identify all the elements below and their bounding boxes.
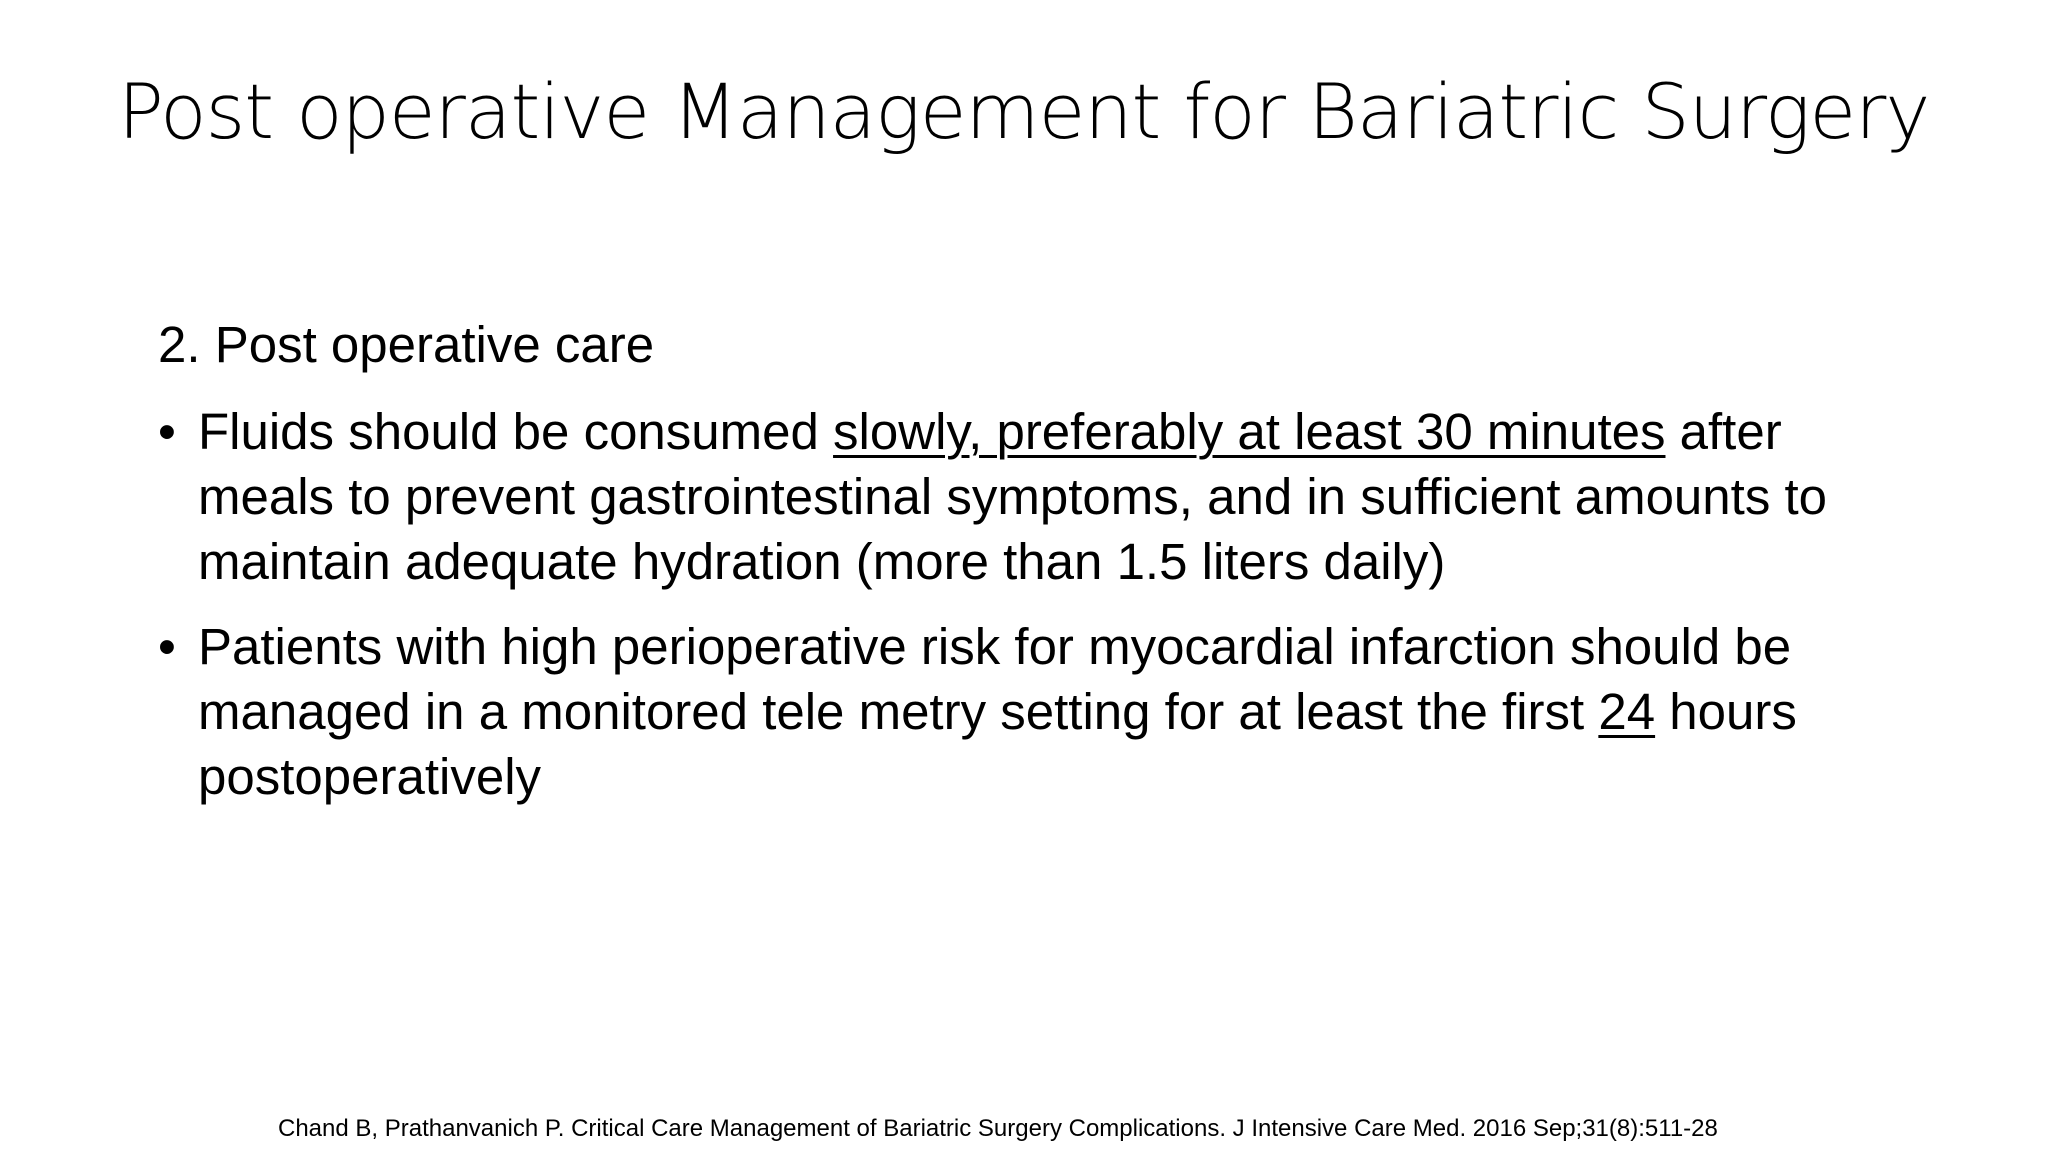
bullet-text-after: after meals to prevent gastrointestinal symptoms, and in sufficient amounts to maintain adequate hydration (more than 1.5 liters daily) — [198, 403, 1828, 590]
slide-title: Post operative Management for Bariatric Surgery — [118, 67, 1930, 156]
bullet-icon: • — [158, 618, 176, 675]
bullet-text-before: Patients with high perioperative risk for myocardial infarction should be managed in a monitored tele metry setting for at least the first — [198, 618, 1792, 740]
slide-content — [158, 312, 1918, 829]
bullet-icon: • — [158, 403, 176, 460]
citation: Chand B, Prathanvanich P. Critical Care Management of Bariatric Surgery Complications. J Intensive Care Med. 2016 Sep;31(8):511-28 — [278, 1115, 1718, 1142]
bullet-text-underlined: slowly, preferably at least 30 minutes — [833, 403, 1666, 460]
bullet-list — [158, 399, 1918, 809]
bullet-text-after: hours postoperatively — [198, 683, 1797, 805]
bullet-text-underlined: 24 — [1598, 683, 1656, 740]
bullet-item-telemetry — [158, 614, 1918, 809]
bullet-text-before: Fluids should be consumed — [198, 403, 834, 460]
bullet-item-fluids — [158, 399, 1918, 594]
section-heading: 2. Post operative care — [158, 316, 655, 373]
